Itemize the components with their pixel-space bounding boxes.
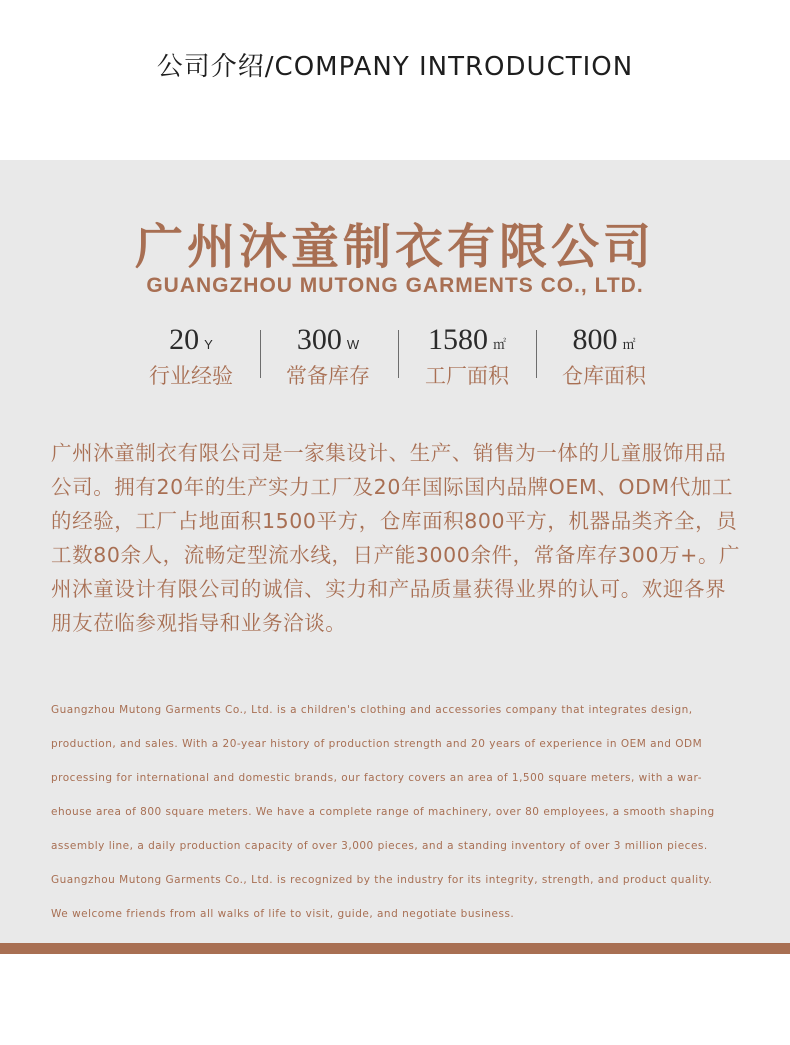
stat-unit: ㎡ xyxy=(622,337,636,352)
stat-value: 800 xyxy=(572,323,618,356)
stat-factory-area xyxy=(402,320,532,390)
stat-unit: Y xyxy=(204,337,213,352)
stat-label: 工厂面积 xyxy=(425,364,509,388)
stat-unit: ㎡ xyxy=(492,337,506,352)
stat-value: 20 xyxy=(169,323,200,356)
description-en-line: ehouse area of 800 square meters. We have a complete range of machinery, over 80 employees, a smooth shaping xyxy=(51,806,715,818)
stat-unit: W xyxy=(346,337,360,352)
stat-label: 仓库面积 xyxy=(562,364,646,388)
description-en-line: processing for international and domestic brands, our factory covers an area of 1,500 square meters, with a war- xyxy=(51,772,702,784)
description-en-line: Guangzhou Mutong Garments Co., Ltd. is a children's clothing and accessories company that integrates design, xyxy=(51,704,693,716)
description-en xyxy=(51,693,751,931)
stat-warehouse-area xyxy=(539,320,669,390)
description-en-line: production, and sales. With a 20-year history of production strength and 20 years of experience in OEM and ODM xyxy=(51,738,703,750)
description-en-line: Guangzhou Mutong Garments Co., Ltd. is recognized by the industry for its integrity, strength, and product quality. xyxy=(51,874,713,886)
company-name-en: GUANGZHOU MUTONG GARMENTS CO., LTD. xyxy=(146,274,644,297)
stat-divider xyxy=(536,330,537,378)
stat-label: 常备库存 xyxy=(286,364,370,388)
description-cn: 广州沐童制衣有限公司是一家集设计、生产、销售为一体的儿童服饰用品公司。拥有20年的生产实力工厂及20年国际国内品牌OEM、ODM代加工的经验，工厂占地面积1500平方，仓库面积800平方，机器品类齐全，员工数80余人，流畅定型流水线，日产能3000余件，常备库存300万+。广州沐童设计有限公司的诚信、实力和产品质量获得业界的认可。欢迎各界朋友莅临参观指导和业务洽谈。 xyxy=(51,441,741,635)
page-title: 公司介绍/COMPANY INTRODUCTION xyxy=(156,52,634,82)
stat-inventory xyxy=(263,320,393,390)
stats-row xyxy=(126,320,666,390)
stat-divider xyxy=(260,330,261,378)
accent-bar xyxy=(0,943,790,954)
description-en-line: assembly line, a daily production capacity of over 3,000 pieces, and a standing inventory of over 3 million pieces. xyxy=(51,840,708,852)
stat-value: 300 xyxy=(296,323,342,356)
intro-panel xyxy=(0,160,790,943)
stat-value: 1580 xyxy=(427,323,488,356)
description-en-line: We welcome friends from all walks of life to visit, guide, and negotiate business. xyxy=(51,908,515,920)
company-name-cn: 广州沐童制衣有限公司 xyxy=(134,219,655,275)
stat-experience xyxy=(126,320,256,390)
stat-divider xyxy=(398,330,399,378)
stat-label: 行业经验 xyxy=(149,364,233,388)
